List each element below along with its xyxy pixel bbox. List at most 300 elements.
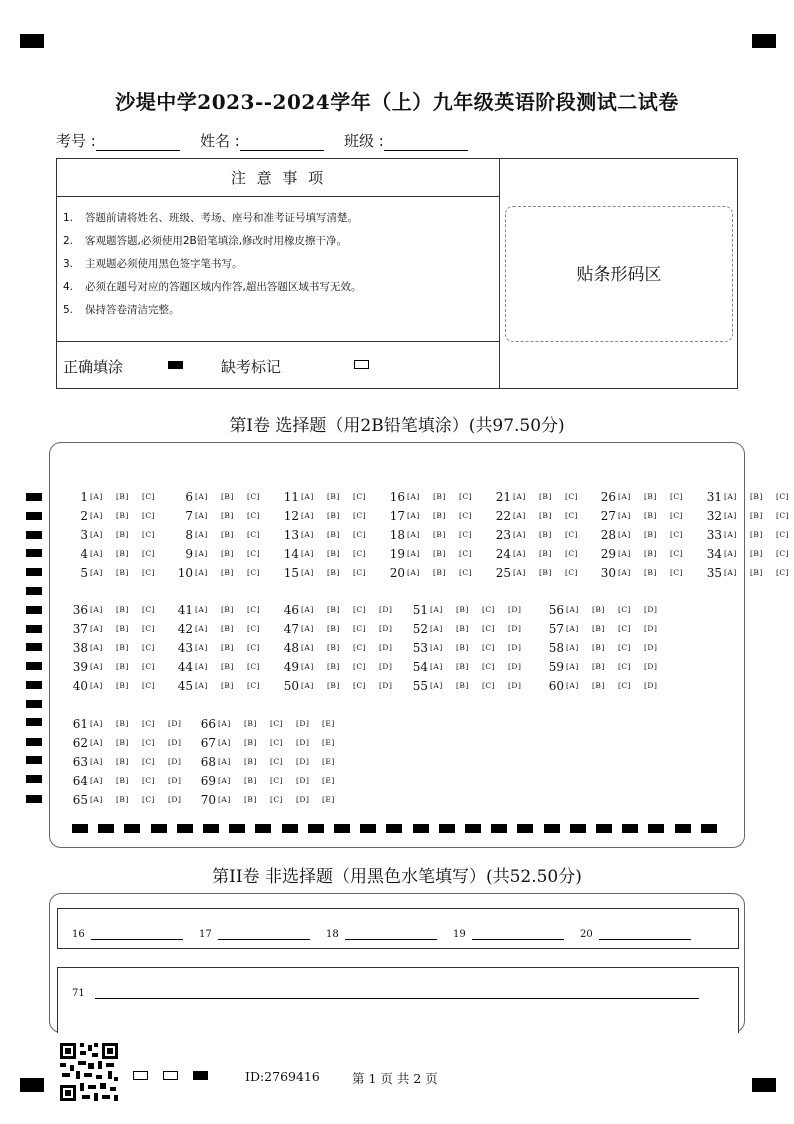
option-bubble[interactable]: [A] xyxy=(301,643,314,652)
option-bubble[interactable]: [C] xyxy=(142,662,156,671)
option-bubble[interactable]: [A] xyxy=(301,624,314,633)
option-bubble[interactable]: [B] xyxy=(750,511,763,520)
option-bubble[interactable]: [B] xyxy=(644,568,657,577)
option-bubble[interactable]: [C] xyxy=(247,624,261,633)
option-bubble[interactable]: [C] xyxy=(776,568,790,577)
option-bubble[interactable]: [A] xyxy=(513,549,526,558)
option-bubble[interactable]: [D] xyxy=(296,795,310,804)
option-bubble[interactable]: [B] xyxy=(244,719,257,728)
option-bubble[interactable]: [A] xyxy=(430,624,443,633)
section1-title: 第I卷 选择题（用2B铅笔填涂）(共97.50分) xyxy=(229,416,565,436)
timing-marker xyxy=(517,824,533,833)
option-bubble[interactable]: [D] xyxy=(508,662,522,671)
blank-17[interactable]: 17 xyxy=(199,929,310,940)
option-bubble[interactable]: [C] xyxy=(353,624,367,633)
option-bubble[interactable]: [C] xyxy=(247,643,261,652)
timing-marker xyxy=(308,824,324,833)
option-bubble[interactable]: [E] xyxy=(322,776,335,785)
question-number: 31 xyxy=(706,490,722,504)
option-bubble[interactable]: [C] xyxy=(618,605,632,614)
timing-marker xyxy=(26,662,42,670)
option-bubble[interactable]: [B] xyxy=(644,549,657,558)
option-bubble[interactable]: [C] xyxy=(247,511,261,520)
option-bubble[interactable]: [C] xyxy=(142,795,156,804)
option-bubble[interactable]: [D] xyxy=(644,624,658,633)
question-number: 54 xyxy=(412,660,428,674)
option-bubble[interactable]: [B] xyxy=(116,605,129,614)
option-bubble[interactable]: [A] xyxy=(724,530,737,539)
option-bubble[interactable]: [B] xyxy=(221,492,234,501)
option-bubble[interactable]: [B] xyxy=(244,776,257,785)
option-bubble[interactable]: [C] xyxy=(482,643,496,652)
notice-area xyxy=(57,159,500,388)
question-9 xyxy=(175,546,273,562)
question-number: 30 xyxy=(600,566,616,580)
option-bubble[interactable]: [D] xyxy=(296,738,310,747)
option-bubble[interactable]: [A] xyxy=(430,681,443,690)
option-bubble[interactable]: [B] xyxy=(456,662,469,671)
option-bubble[interactable]: [B] xyxy=(116,738,129,747)
option-bubble[interactable]: [A] xyxy=(195,681,208,690)
option-bubble[interactable]: [A] xyxy=(566,624,579,633)
option-bubble[interactable]: [B] xyxy=(750,492,763,501)
option-bubble[interactable]: [B] xyxy=(116,795,129,804)
option-bubble[interactable]: [C] xyxy=(482,681,496,690)
option-bubble[interactable]: [C] xyxy=(142,643,156,652)
option-bubble[interactable]: [C] xyxy=(353,643,367,652)
option-bubble[interactable]: [B] xyxy=(221,549,234,558)
option-bubble[interactable]: [A] xyxy=(90,643,103,652)
notice-item: 1. 答题前请将姓名、班级、考场、座号和准考证号填写清楚。 xyxy=(63,212,358,224)
option-bubble[interactable]: [A] xyxy=(195,511,208,520)
option-bubble[interactable]: [A] xyxy=(195,530,208,539)
option-bubble[interactable]: [D] xyxy=(508,643,522,652)
option-bubble[interactable]: [B] xyxy=(433,511,446,520)
option-bubble[interactable]: [A] xyxy=(90,795,103,804)
option-bubble[interactable]: [B] xyxy=(116,511,129,520)
option-bubble[interactable]: [C] xyxy=(142,549,156,558)
option-bubble[interactable]: [D] xyxy=(644,681,658,690)
option-bubble[interactable]: [A] xyxy=(90,757,103,766)
option-bubble[interactable]: [C] xyxy=(618,662,632,671)
option-bubble[interactable]: [A] xyxy=(90,681,103,690)
option-bubble[interactable]: [C] xyxy=(670,549,684,558)
question-number: 32 xyxy=(706,509,722,523)
fill-example-row xyxy=(57,341,500,388)
option-bubble[interactable]: [B] xyxy=(750,530,763,539)
option-bubble[interactable]: [A] xyxy=(218,757,231,766)
option-bubble[interactable]: [B] xyxy=(433,530,446,539)
option-bubble[interactable]: [A] xyxy=(430,643,443,652)
option-bubble[interactable]: [B] xyxy=(116,530,129,539)
option-bubble[interactable]: [B] xyxy=(116,624,129,633)
option-bubble[interactable]: [A] xyxy=(301,681,314,690)
option-bubble[interactable]: [E] xyxy=(322,738,335,747)
option-bubble[interactable]: [B] xyxy=(644,492,657,501)
option-bubble[interactable]: [B] xyxy=(327,624,340,633)
option-bubble[interactable]: [B] xyxy=(327,643,340,652)
question-number: 10 xyxy=(177,566,193,580)
option-bubble[interactable]: [A] xyxy=(301,568,314,577)
option-bubble[interactable]: [B] xyxy=(116,757,129,766)
option-bubble[interactable]: [C] xyxy=(142,530,156,539)
option-bubble[interactable]: [B] xyxy=(592,643,605,652)
option-bubble[interactable]: [D] xyxy=(644,662,658,671)
option-bubble[interactable]: [C] xyxy=(247,549,261,558)
absent-mark-checkbox[interactable] xyxy=(354,360,369,369)
option-bubble[interactable]: [C] xyxy=(565,549,579,558)
option-bubble[interactable]: [A] xyxy=(195,605,208,614)
option-bubble[interactable]: [C] xyxy=(142,776,156,785)
option-bubble[interactable]: [A] xyxy=(566,681,579,690)
blank-71[interactable]: 71 xyxy=(72,988,699,999)
option-bubble[interactable]: [C] xyxy=(459,568,473,577)
option-bubble[interactable]: [A] xyxy=(218,719,231,728)
option-bubble[interactable]: [A] xyxy=(513,568,526,577)
option-bubble[interactable]: [A] xyxy=(301,530,314,539)
option-bubble[interactable]: [D] xyxy=(296,719,310,728)
question-number: 45 xyxy=(177,679,193,693)
timing-marker xyxy=(386,824,402,833)
name-field[interactable] xyxy=(240,137,324,151)
option-bubble[interactable]: [A] xyxy=(407,492,420,501)
option-bubble[interactable]: [B] xyxy=(644,530,657,539)
timing-marker xyxy=(648,824,664,833)
option-bubble[interactable]: [B] xyxy=(456,681,469,690)
option-bubble[interactable]: [A] xyxy=(90,568,103,577)
option-bubble[interactable]: [A] xyxy=(513,530,526,539)
option-bubble[interactable]: [C] xyxy=(618,624,632,633)
option-bubble[interactable]: [C] xyxy=(142,568,156,577)
option-bubble[interactable]: [A] xyxy=(724,511,737,520)
question-70 xyxy=(198,792,348,808)
option-bubble[interactable]: [C] xyxy=(353,681,367,690)
option-bubble[interactable]: [C] xyxy=(353,605,367,614)
option-bubble[interactable]: [B] xyxy=(750,568,763,577)
timing-marker xyxy=(570,824,586,833)
option-bubble[interactable]: [B] xyxy=(221,568,234,577)
option-bubble[interactable]: [B] xyxy=(327,530,340,539)
option-bubble[interactable]: [C] xyxy=(247,605,261,614)
option-bubble[interactable]: [E] xyxy=(322,757,335,766)
option-bubble[interactable]: [C] xyxy=(247,530,261,539)
exam-no-field[interactable] xyxy=(96,137,180,151)
option-bubble[interactable]: [C] xyxy=(459,492,473,501)
option-bubble[interactable]: [C] xyxy=(459,511,473,520)
option-bubble[interactable]: [B] xyxy=(433,492,446,501)
option-bubble[interactable]: [A] xyxy=(195,492,208,501)
option-bubble[interactable]: [D] xyxy=(379,681,393,690)
option-bubble[interactable]: [A] xyxy=(513,492,526,501)
option-bubble[interactable]: [B] xyxy=(433,568,446,577)
option-bubble[interactable]: [B] xyxy=(116,681,129,690)
option-bubble[interactable]: [B] xyxy=(116,643,129,652)
option-bubble[interactable]: [D] xyxy=(379,605,393,614)
timing-marker xyxy=(26,549,42,557)
option-bubble[interactable]: [D] xyxy=(379,662,393,671)
timing-marker xyxy=(26,568,42,576)
option-bubble[interactable]: [C] xyxy=(670,568,684,577)
option-bubble[interactable]: [C] xyxy=(353,511,367,520)
blank-20[interactable]: 20 xyxy=(580,929,691,940)
option-bubble[interactable]: [A] xyxy=(90,492,103,501)
option-bubble[interactable]: [B] xyxy=(327,568,340,577)
option-bubble[interactable]: [B] xyxy=(327,492,340,501)
question-4 xyxy=(70,546,168,562)
option-bubble[interactable]: [C] xyxy=(142,605,156,614)
option-bubble[interactable]: [B] xyxy=(221,511,234,520)
option-bubble[interactable]: [B] xyxy=(116,568,129,577)
option-bubble[interactable]: [B] xyxy=(539,568,552,577)
option-bubble[interactable]: [B] xyxy=(116,776,129,785)
option-bubble[interactable]: [D] xyxy=(168,776,182,785)
option-bubble[interactable]: [C] xyxy=(142,624,156,633)
option-bubble[interactable]: [B] xyxy=(221,662,234,671)
option-bubble[interactable]: [B] xyxy=(116,662,129,671)
option-bubble[interactable]: [D] xyxy=(379,624,393,633)
timing-marker xyxy=(334,824,350,833)
option-bubble[interactable]: [A] xyxy=(430,662,443,671)
option-bubble[interactable]: [B] xyxy=(116,549,129,558)
option-bubble[interactable]: [B] xyxy=(221,681,234,690)
option-bubble[interactable]: [A] xyxy=(407,568,420,577)
option-bubble[interactable]: [B] xyxy=(456,643,469,652)
option-bubble[interactable]: [D] xyxy=(644,643,658,652)
option-bubble[interactable]: [D] xyxy=(168,795,182,804)
option-bubble[interactable]: [A] xyxy=(90,549,103,558)
option-bubble[interactable]: [C] xyxy=(670,511,684,520)
option-bubble[interactable]: [A] xyxy=(301,511,314,520)
timing-marker xyxy=(26,795,42,803)
option-bubble[interactable]: [C] xyxy=(247,568,261,577)
option-bubble[interactable]: [C] xyxy=(482,662,496,671)
option-bubble[interactable]: [C] xyxy=(618,643,632,652)
option-bubble[interactable]: [B] xyxy=(116,492,129,501)
option-bubble[interactable]: [B] xyxy=(327,605,340,614)
timing-marker xyxy=(26,643,42,651)
question-number: 25 xyxy=(495,566,511,580)
option-bubble[interactable]: [C] xyxy=(353,530,367,539)
question-31 xyxy=(704,489,794,505)
option-bubble[interactable]: [C] xyxy=(142,492,156,501)
option-bubble[interactable]: [B] xyxy=(456,624,469,633)
option-bubble[interactable]: [A] xyxy=(618,549,631,558)
option-bubble[interactable]: [B] xyxy=(244,795,257,804)
question-20 xyxy=(387,565,485,581)
option-bubble[interactable]: [A] xyxy=(430,605,443,614)
option-bubble[interactable]: [C] xyxy=(482,624,496,633)
question-number: 6 xyxy=(185,490,193,504)
option-bubble[interactable]: [A] xyxy=(218,795,231,804)
question-number: 35 xyxy=(706,566,722,580)
option-bubble[interactable]: [A] xyxy=(301,662,314,671)
question-number: 27 xyxy=(600,509,616,523)
question-29 xyxy=(598,546,696,562)
option-bubble[interactable]: [B] xyxy=(327,511,340,520)
option-bubble[interactable]: [D] xyxy=(508,624,522,633)
option-bubble[interactable]: [D] xyxy=(644,605,658,614)
question-46 xyxy=(281,602,405,618)
timing-marker xyxy=(596,824,612,833)
option-bubble[interactable]: [C] xyxy=(353,568,367,577)
option-bubble[interactable]: [C] xyxy=(142,511,156,520)
option-bubble[interactable]: [C] xyxy=(459,549,473,558)
option-bubble[interactable]: [A] xyxy=(195,624,208,633)
option-bubble[interactable]: [B] xyxy=(327,549,340,558)
class-field[interactable] xyxy=(384,137,468,151)
option-bubble[interactable]: [C] xyxy=(270,719,284,728)
option-bubble[interactable]: [C] xyxy=(618,681,632,690)
option-bubble[interactable]: [C] xyxy=(247,681,261,690)
option-bubble[interactable]: [D] xyxy=(296,776,310,785)
option-bubble[interactable]: [A] xyxy=(407,511,420,520)
option-bubble[interactable]: [A] xyxy=(407,549,420,558)
option-bubble[interactable]: [C] xyxy=(142,681,156,690)
option-bubble[interactable]: [D] xyxy=(168,757,182,766)
option-bubble[interactable]: [A] xyxy=(566,643,579,652)
option-bubble[interactable]: [A] xyxy=(618,511,631,520)
option-bubble[interactable]: [A] xyxy=(301,605,314,614)
option-bubble[interactable]: [A] xyxy=(195,568,208,577)
option-bubble[interactable]: [A] xyxy=(724,568,737,577)
option-bubble[interactable]: [E] xyxy=(322,795,335,804)
option-bubble[interactable]: [A] xyxy=(724,492,737,501)
option-bubble[interactable]: [C] xyxy=(270,757,284,766)
option-bubble[interactable]: [A] xyxy=(218,776,231,785)
question-number: 65 xyxy=(72,793,88,807)
option-bubble[interactable]: [A] xyxy=(218,738,231,747)
option-bubble[interactable]: [A] xyxy=(90,738,103,747)
option-bubble[interactable]: [B] xyxy=(592,662,605,671)
option-bubble[interactable]: [A] xyxy=(90,605,103,614)
option-bubble[interactable]: [B] xyxy=(539,530,552,539)
option-bubble[interactable]: [A] xyxy=(195,662,208,671)
option-bubble[interactable]: [A] xyxy=(90,624,103,633)
option-bubble[interactable]: [D] xyxy=(168,719,182,728)
option-bubble[interactable]: [A] xyxy=(618,492,631,501)
option-bubble[interactable]: [A] xyxy=(618,530,631,539)
question-number: 70 xyxy=(200,793,216,807)
option-bubble[interactable]: [B] xyxy=(592,681,605,690)
option-bubble[interactable]: [B] xyxy=(539,549,552,558)
option-bubble[interactable]: [C] xyxy=(776,492,790,501)
option-bubble[interactable]: [B] xyxy=(539,492,552,501)
question-number: 42 xyxy=(177,622,193,636)
qr-code-icon xyxy=(58,1041,120,1103)
option-bubble[interactable]: [A] xyxy=(90,776,103,785)
option-bubble[interactable]: [C] xyxy=(565,492,579,501)
option-bubble[interactable]: [A] xyxy=(566,662,579,671)
option-bubble[interactable]: [A] xyxy=(90,662,103,671)
option-bubble[interactable]: [D] xyxy=(168,738,182,747)
option-bubble[interactable]: [D] xyxy=(296,757,310,766)
option-bubble[interactable]: [B] xyxy=(592,624,605,633)
option-bubble[interactable]: [C] xyxy=(353,492,367,501)
question-11 xyxy=(281,489,379,505)
option-bubble[interactable]: [C] xyxy=(270,738,284,747)
option-bubble[interactable]: [C] xyxy=(270,795,284,804)
corner-marker-top-left xyxy=(20,34,44,48)
option-bubble[interactable]: [B] xyxy=(644,511,657,520)
option-bubble[interactable]: [C] xyxy=(353,549,367,558)
option-bubble[interactable]: [B] xyxy=(539,511,552,520)
timing-marker xyxy=(26,718,42,726)
option-bubble[interactable]: [B] xyxy=(750,549,763,558)
option-bubble[interactable]: [B] xyxy=(327,662,340,671)
timing-marker xyxy=(26,587,42,595)
option-bubble[interactable]: [C] xyxy=(459,530,473,539)
option-bubble[interactable]: [C] xyxy=(142,757,156,766)
option-bubble[interactable]: [A] xyxy=(301,549,314,558)
option-bubble[interactable]: [A] xyxy=(90,530,103,539)
blank-16[interactable]: 16 xyxy=(72,929,183,940)
question-number: 18 xyxy=(389,528,405,542)
option-bubble[interactable]: [C] xyxy=(353,662,367,671)
option-bubble[interactable]: [A] xyxy=(301,492,314,501)
option-bubble[interactable]: [B] xyxy=(221,643,234,652)
option-bubble[interactable]: [A] xyxy=(90,511,103,520)
option-bubble[interactable]: [E] xyxy=(322,719,335,728)
option-bubble[interactable]: [C] xyxy=(270,776,284,785)
option-bubble[interactable]: [B] xyxy=(244,757,257,766)
option-bubble[interactable]: [C] xyxy=(482,605,496,614)
blank-19[interactable]: 19 xyxy=(453,929,564,940)
option-bubble[interactable]: [A] xyxy=(407,530,420,539)
option-bubble[interactable]: [C] xyxy=(565,530,579,539)
option-bubble[interactable]: [C] xyxy=(776,530,790,539)
option-bubble[interactable]: [A] xyxy=(513,511,526,520)
question-25 xyxy=(493,565,591,581)
option-bubble[interactable]: [C] xyxy=(565,568,579,577)
timing-marker xyxy=(701,824,717,833)
option-bubble[interactable]: [C] xyxy=(776,549,790,558)
option-bubble[interactable]: [D] xyxy=(379,643,393,652)
question-14 xyxy=(281,546,379,562)
question-number: 68 xyxy=(200,755,216,769)
option-bubble[interactable]: [C] xyxy=(142,719,156,728)
question-6 xyxy=(175,489,273,505)
blank-18[interactable]: 18 xyxy=(326,929,437,940)
option-bubble[interactable]: [A] xyxy=(618,568,631,577)
option-bubble[interactable]: [C] xyxy=(247,662,261,671)
option-bubble[interactable]: [B] xyxy=(244,738,257,747)
option-bubble[interactable]: [B] xyxy=(592,605,605,614)
option-bubble[interactable]: [B] xyxy=(327,681,340,690)
option-bubble[interactable]: [C] xyxy=(670,492,684,501)
option-bubble[interactable]: [A] xyxy=(566,605,579,614)
option-bubble[interactable]: [A] xyxy=(90,719,103,728)
question-65 xyxy=(70,792,194,808)
option-bubble[interactable]: [B] xyxy=(221,605,234,614)
option-bubble[interactable]: [B] xyxy=(433,549,446,558)
option-bubble[interactable]: [C] xyxy=(670,530,684,539)
question-43 xyxy=(175,640,273,656)
question-41 xyxy=(175,602,273,618)
option-bubble[interactable]: [D] xyxy=(508,605,522,614)
option-bubble[interactable]: [D] xyxy=(508,681,522,690)
option-bubble[interactable]: [A] xyxy=(724,549,737,558)
option-bubble[interactable]: [C] xyxy=(565,511,579,520)
option-bubble[interactable]: [B] xyxy=(456,605,469,614)
option-bubble[interactable]: [B] xyxy=(116,719,129,728)
option-bubble[interactable]: [A] xyxy=(195,549,208,558)
option-bubble[interactable]: [B] xyxy=(221,624,234,633)
option-bubble[interactable]: [C] xyxy=(776,511,790,520)
option-bubble[interactable]: [B] xyxy=(221,530,234,539)
option-bubble[interactable]: [C] xyxy=(247,492,261,501)
option-bubble[interactable]: [C] xyxy=(142,738,156,747)
option-bubble[interactable]: [A] xyxy=(195,643,208,652)
